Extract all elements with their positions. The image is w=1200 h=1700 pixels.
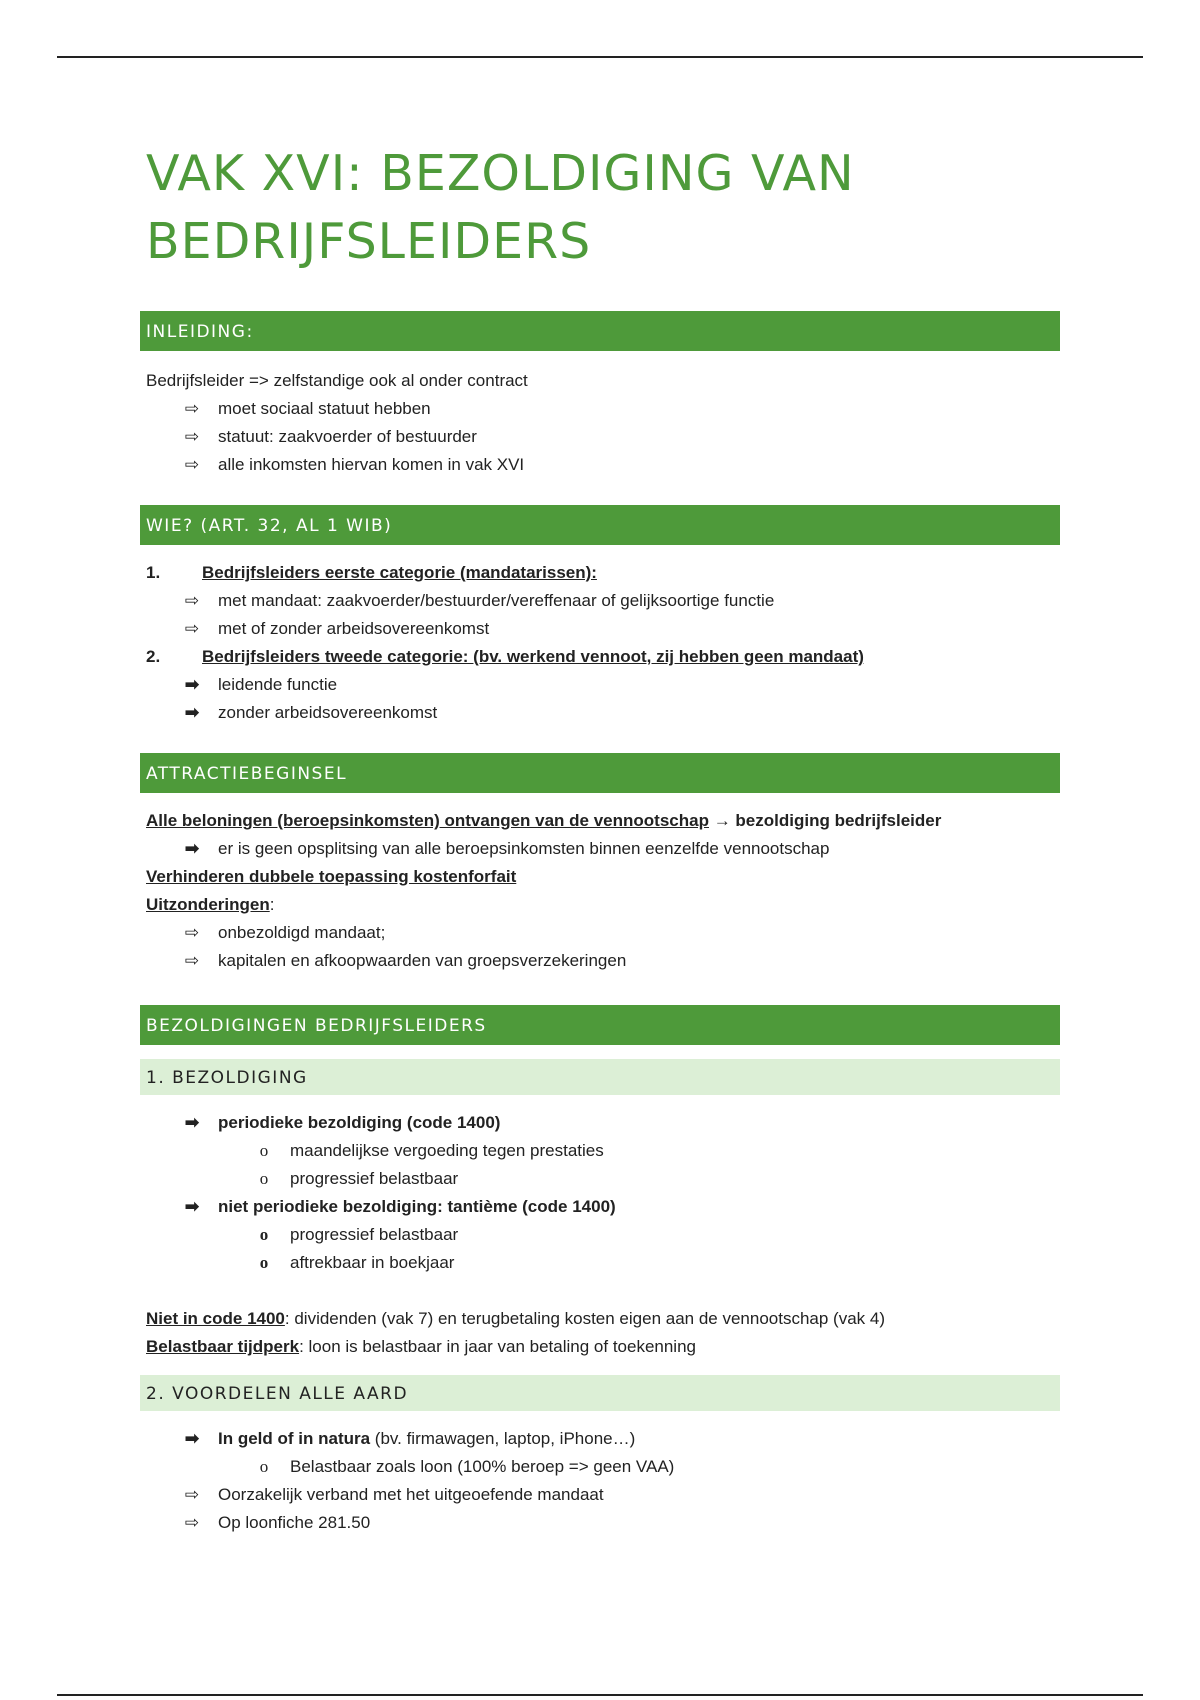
list-item: ⇨ alle inkomsten hiervan komen in vak XVI [140, 451, 1060, 479]
subsection-heading-bezoldiging: 1. BEZOLDIGING [140, 1059, 1060, 1095]
list-item: ⇨ statuut: zaakvoerder of bestuurder [140, 423, 1060, 451]
bullet-icon: o [259, 1225, 269, 1244]
arrow-right-icon: ⇨ [184, 951, 200, 970]
top-rule [57, 56, 1143, 58]
arrow-right-bold-icon: ➡ [184, 839, 200, 858]
list-item: ➡ In geld of in natura (bv. firmawagen, laptop, iPhone…) [140, 1425, 1060, 1453]
attractie-principle: Alle beloningen (beroepsinkomsten) ontvangen van de vennootschap → bezoldiging bedrijfsleider [146, 811, 942, 830]
bottom-rule [57, 1694, 1143, 1696]
arrow-right-icon: ⇨ [184, 1513, 200, 1532]
exceptions-label: Uitzonderingen: [146, 895, 275, 914]
list-item: ➡ periodieke bezoldiging (code 1400) [140, 1109, 1060, 1137]
list-item: ⇨ kapitalen en afkoopwaarden van groepsverzekeringen [140, 947, 1060, 975]
arrow-right-icon: ⇨ [184, 1485, 200, 1504]
title-line-2: BEDRIJFSLEIDERS [146, 213, 592, 270]
list-item: ⇨ met mandaat: zaakvoerder/bestuurder/vereffenaar of gelijksoortige functie [140, 587, 1060, 615]
attractie-line-2: Verhinderen dubbele toepassing kostenforfait [146, 867, 517, 886]
arrow-right-bold-icon: ➡ [184, 675, 200, 694]
list-item: ⇨ moet sociaal statuut hebben [140, 395, 1060, 423]
bullet-icon: o [259, 1253, 269, 1272]
inleiding-intro: Bedrijfsleider => zelfstandige ook al onder contract [146, 371, 528, 390]
sub-list-item: o maandelijkse vergoeding tegen prestaties [140, 1137, 1060, 1165]
niet-in-code-note: Niet in code 1400: dividenden (vak 7) en terugbetaling kosten eigen aan de vennootschap (vak 4) [146, 1309, 886, 1328]
section-heading-wie: WIE? (ART. 32, AL 1 WIB) [140, 505, 1060, 545]
bullet-icon: o [259, 1457, 269, 1476]
list-item: ⇨ Oorzakelijk verband met het uitgeoefende mandaat [140, 1481, 1060, 1509]
arrow-right-icon: ⇨ [184, 427, 200, 446]
arrow-right-icon: ⇨ [184, 619, 200, 638]
category-1-title: 1. Bedrijfsleiders eerste categorie (mandatarissen): [146, 563, 597, 582]
list-item: ➡ leidende functie [140, 671, 1060, 699]
document-body [140, 140, 1060, 1537]
section-heading-bezoldigingen: BEZOLDIGINGEN BEDRIJFSLEIDERS [140, 1005, 1060, 1045]
arrow-right-icon: ⇨ [184, 923, 200, 942]
list-item: ➡ zonder arbeidsovereenkomst [140, 699, 1060, 727]
arrow-right-icon: ⇨ [184, 591, 200, 610]
arrow-right-icon: ⇨ [184, 455, 200, 474]
bullet-icon: o [259, 1169, 269, 1188]
arrow-right-icon: ⇨ [184, 399, 200, 418]
belastbaar-tijdperk-note: Belastbaar tijdperk: loon is belastbaar in jaar van betaling of toekenning [146, 1337, 696, 1356]
subsection-heading-voordelen: 2. VOORDELEN ALLE AARD [140, 1375, 1060, 1411]
sub-list-item: o progressief belastbaar [140, 1165, 1060, 1193]
title-line-1: VAK XVI: BEZOLDIGING VAN [146, 145, 855, 202]
arrow-right-bold-icon: ➡ [184, 1113, 200, 1132]
arrow-right-bold-icon: ➡ [184, 1197, 200, 1216]
list-item: ⇨ met of zonder arbeidsovereenkomst [140, 615, 1060, 643]
category-2-title: 2. Bedrijfsleiders tweede categorie: (bv. werkend vennoot, zij hebben geen mandaat) [146, 647, 864, 666]
sub-list-item: o progressief belastbaar [140, 1221, 1060, 1249]
page-title [146, 140, 1060, 276]
arrow-right-bold-icon: ➡ [184, 703, 200, 722]
section-heading-attractiebeginsel: ATTRACTIEBEGINSEL [140, 753, 1060, 793]
list-item: ➡ niet periodieke bezoldiging: tantième (code 1400) [140, 1193, 1060, 1221]
sub-list-item: o Belastbaar zoals loon (100% beroep => geen VAA) [140, 1453, 1060, 1481]
section-heading-inleiding: INLEIDING: [140, 311, 1060, 351]
list-item: ⇨ Op loonfiche 281.50 [140, 1509, 1060, 1537]
list-item: ⇨ onbezoldigd mandaat; [140, 919, 1060, 947]
bullet-icon: o [259, 1141, 269, 1160]
sub-list-item: o aftrekbaar in boekjaar [140, 1249, 1060, 1277]
list-item: ➡ er is geen opsplitsing van alle beroepsinkomsten binnen eenzelfde vennootschap [140, 835, 1060, 863]
arrow-right-bold-icon: ➡ [184, 1429, 200, 1448]
